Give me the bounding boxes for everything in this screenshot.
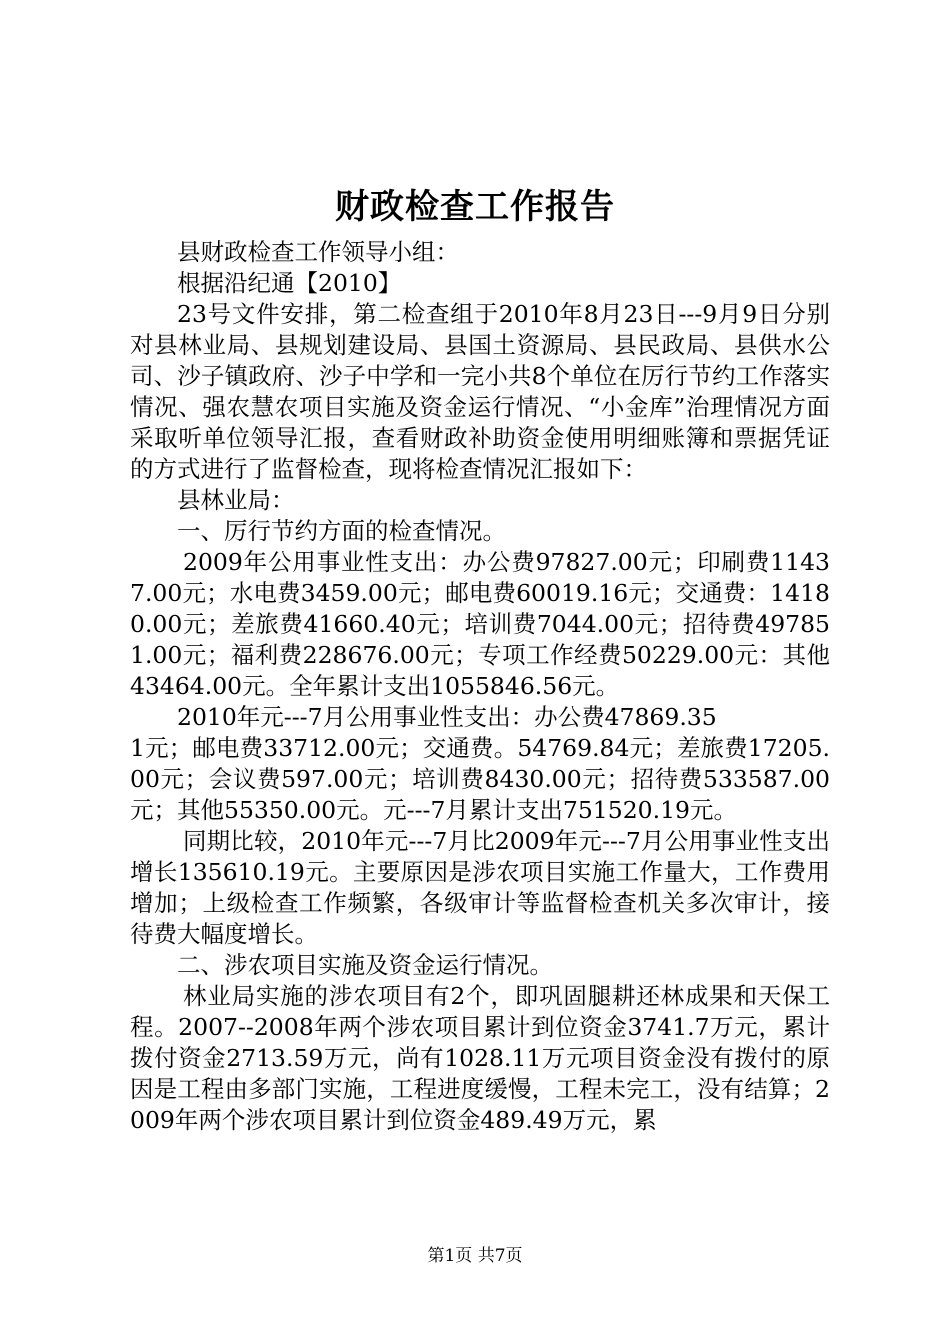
paragraph-section-one-heading: 一、厉行节约方面的检查情况。 <box>177 517 506 545</box>
document-title: 财政检查工作报告 <box>335 187 615 227</box>
paragraph-intro: 23号文件安排，第二检查组于2010年8月23日---9月9日分别对县林业局、县规划建设局、县国土资源局、县民政局、县供水公司、沙子镇政府、沙子中学和一完小共8个单位在厉行节约工作落实情况、强农慧农项目实施及资金运行情况、“小金库”治理情况方面采取听单位领导汇报，查看财政补助资金使用明细账簿和票据凭证的方式进行了监督检查，现将检查情况汇报如下： <box>130 300 830 483</box>
paragraph-2010-expenses-detail: 1元；邮电费33712.00元；交通费。54769.84元；差旅费17205.00元；会议费597.00元；培训费8430.00元；招待费533587.00元；其他55350.00元。元---7月累计支出751520.19元。 <box>130 734 830 824</box>
document-body <box>130 237 830 1136</box>
paragraph-reference: 根据沿纪通【2010】 <box>177 269 402 297</box>
paragraph-unit-heading: 县林业局： <box>177 486 295 514</box>
paragraph-salutation: 县财政检查工作领导小组： <box>177 238 459 266</box>
paragraph-comparison: 同期比较，2010年元---7月比2009年元---7月公用事业性支出增长135610.19元。主要原因是涉农项目实施工作量大，工作费用增加；上级检查工作频繁，各级审计等监督检查机关多次审计，接待费大幅度增长。 <box>130 827 830 948</box>
paragraph-projects: 林业局实施的涉农项目有2个，即巩固腿耕还林成果和天保工程。2007--2008年两个涉农项目累计到位资金3741.7万元，累计拨付资金2713.59万元，尚有1028.11万元项目资金没有拨付的原因是工程由多部门实施，工程进度缓慢，工程未完工，没有结算；2009年两个涉农项目累计到位资金489.49万元，累 <box>130 982 830 1134</box>
paragraph-section-two-heading: 二、涉农项目实施及资金运行情况。 <box>177 951 553 979</box>
paragraph-2010-expenses-head: 2010年元---7月公用事业性支出：办公费47869.35 <box>177 703 717 731</box>
paragraph-2009-expenses: 2009年公用事业性支出：办公费97827.00元；印刷费11437.00元；水电费3459.00元；邮电费60019.16元；交通费：14180.00元；差旅费41660.40元；培训费7044.00元；招待费497851.00元；福利费228676.00元；专项工作经费50229.00元：其他43464.00元。全年累计支出1055846.56元。 <box>130 548 830 700</box>
page-number-footer: 第1页 共7页 <box>427 1246 523 1266</box>
